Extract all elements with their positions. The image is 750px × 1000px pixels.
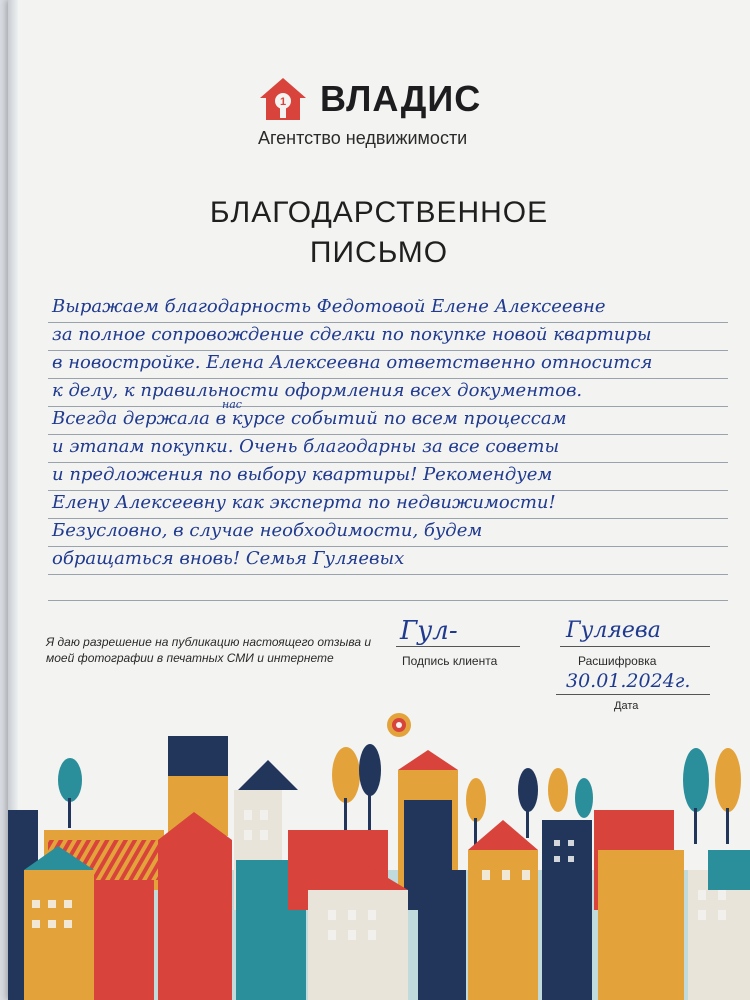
letter-sheet (8, 0, 750, 1000)
handwritten-line: в новостройке. Елена Алексеевна ответственно относится (52, 352, 653, 373)
ruled-line (48, 434, 728, 435)
handwritten-line: обращаться вновь! Семья Гуляевых (52, 548, 405, 569)
brand-tagline: Агентство недвижимости (258, 128, 468, 148)
handwritten-insertion: нас (222, 398, 242, 411)
handwritten-line: Безусловно, в случае необходимости, будем (52, 520, 483, 541)
ruled-line (48, 490, 728, 491)
handwritten-line: к делу, к правильности оформления всех документов. (52, 380, 583, 401)
client-signature: Гул- (400, 616, 458, 646)
decoding-line (560, 646, 710, 647)
ruled-line (48, 350, 728, 351)
brand-name: ВЛАДИС (320, 78, 482, 119)
house-key-icon (258, 76, 308, 122)
handwritten-line: за полное сопровождение сделки по покупке новой квартиры (52, 324, 652, 345)
signature-line (396, 646, 520, 647)
handwritten-line: Елену Алексеевну как эксперта по недвижимости! (52, 492, 556, 513)
handwritten-line: и этапам покупки. Очень благодарны за все советы (52, 436, 560, 457)
date-handwritten: 30.01.2024г. (566, 670, 691, 692)
logo-number: 1 (279, 96, 287, 108)
city-illustration (8, 720, 750, 1000)
handwritten-line: Всегда держала в курсе событий по всем процессам (52, 408, 567, 429)
ruled-line (48, 378, 728, 379)
decoding-handwritten: Гуляева (566, 618, 661, 643)
date-line (556, 694, 710, 695)
handwritten-line: Выражаем благодарность Федотовой Елене Алексеевне (52, 296, 606, 317)
ruled-line (48, 518, 728, 519)
letter-title-line1: БЛАГОДАРСТВЕННОЕ (209, 196, 549, 229)
ruled-line (48, 600, 728, 601)
date-caption: Дата (614, 700, 639, 712)
ruled-line (48, 322, 728, 323)
letter-title-line2: ПИСЬМО (309, 236, 449, 269)
publication-permission: Я даю разрешение на публикацию настоящего отзыва и моей фотографии в печатных СМИ и интернете (46, 635, 372, 665)
vladis-logo (258, 68, 498, 128)
signature-caption: Подпись клиента (402, 654, 498, 668)
handwritten-line: и предложения по выбору квартиры! Рекомендуем (52, 464, 553, 485)
ruled-line (48, 406, 728, 407)
ruled-line (48, 462, 728, 463)
ruled-line (48, 546, 728, 547)
ruled-line (48, 574, 728, 575)
decoding-caption: Расшифровка (578, 654, 657, 668)
